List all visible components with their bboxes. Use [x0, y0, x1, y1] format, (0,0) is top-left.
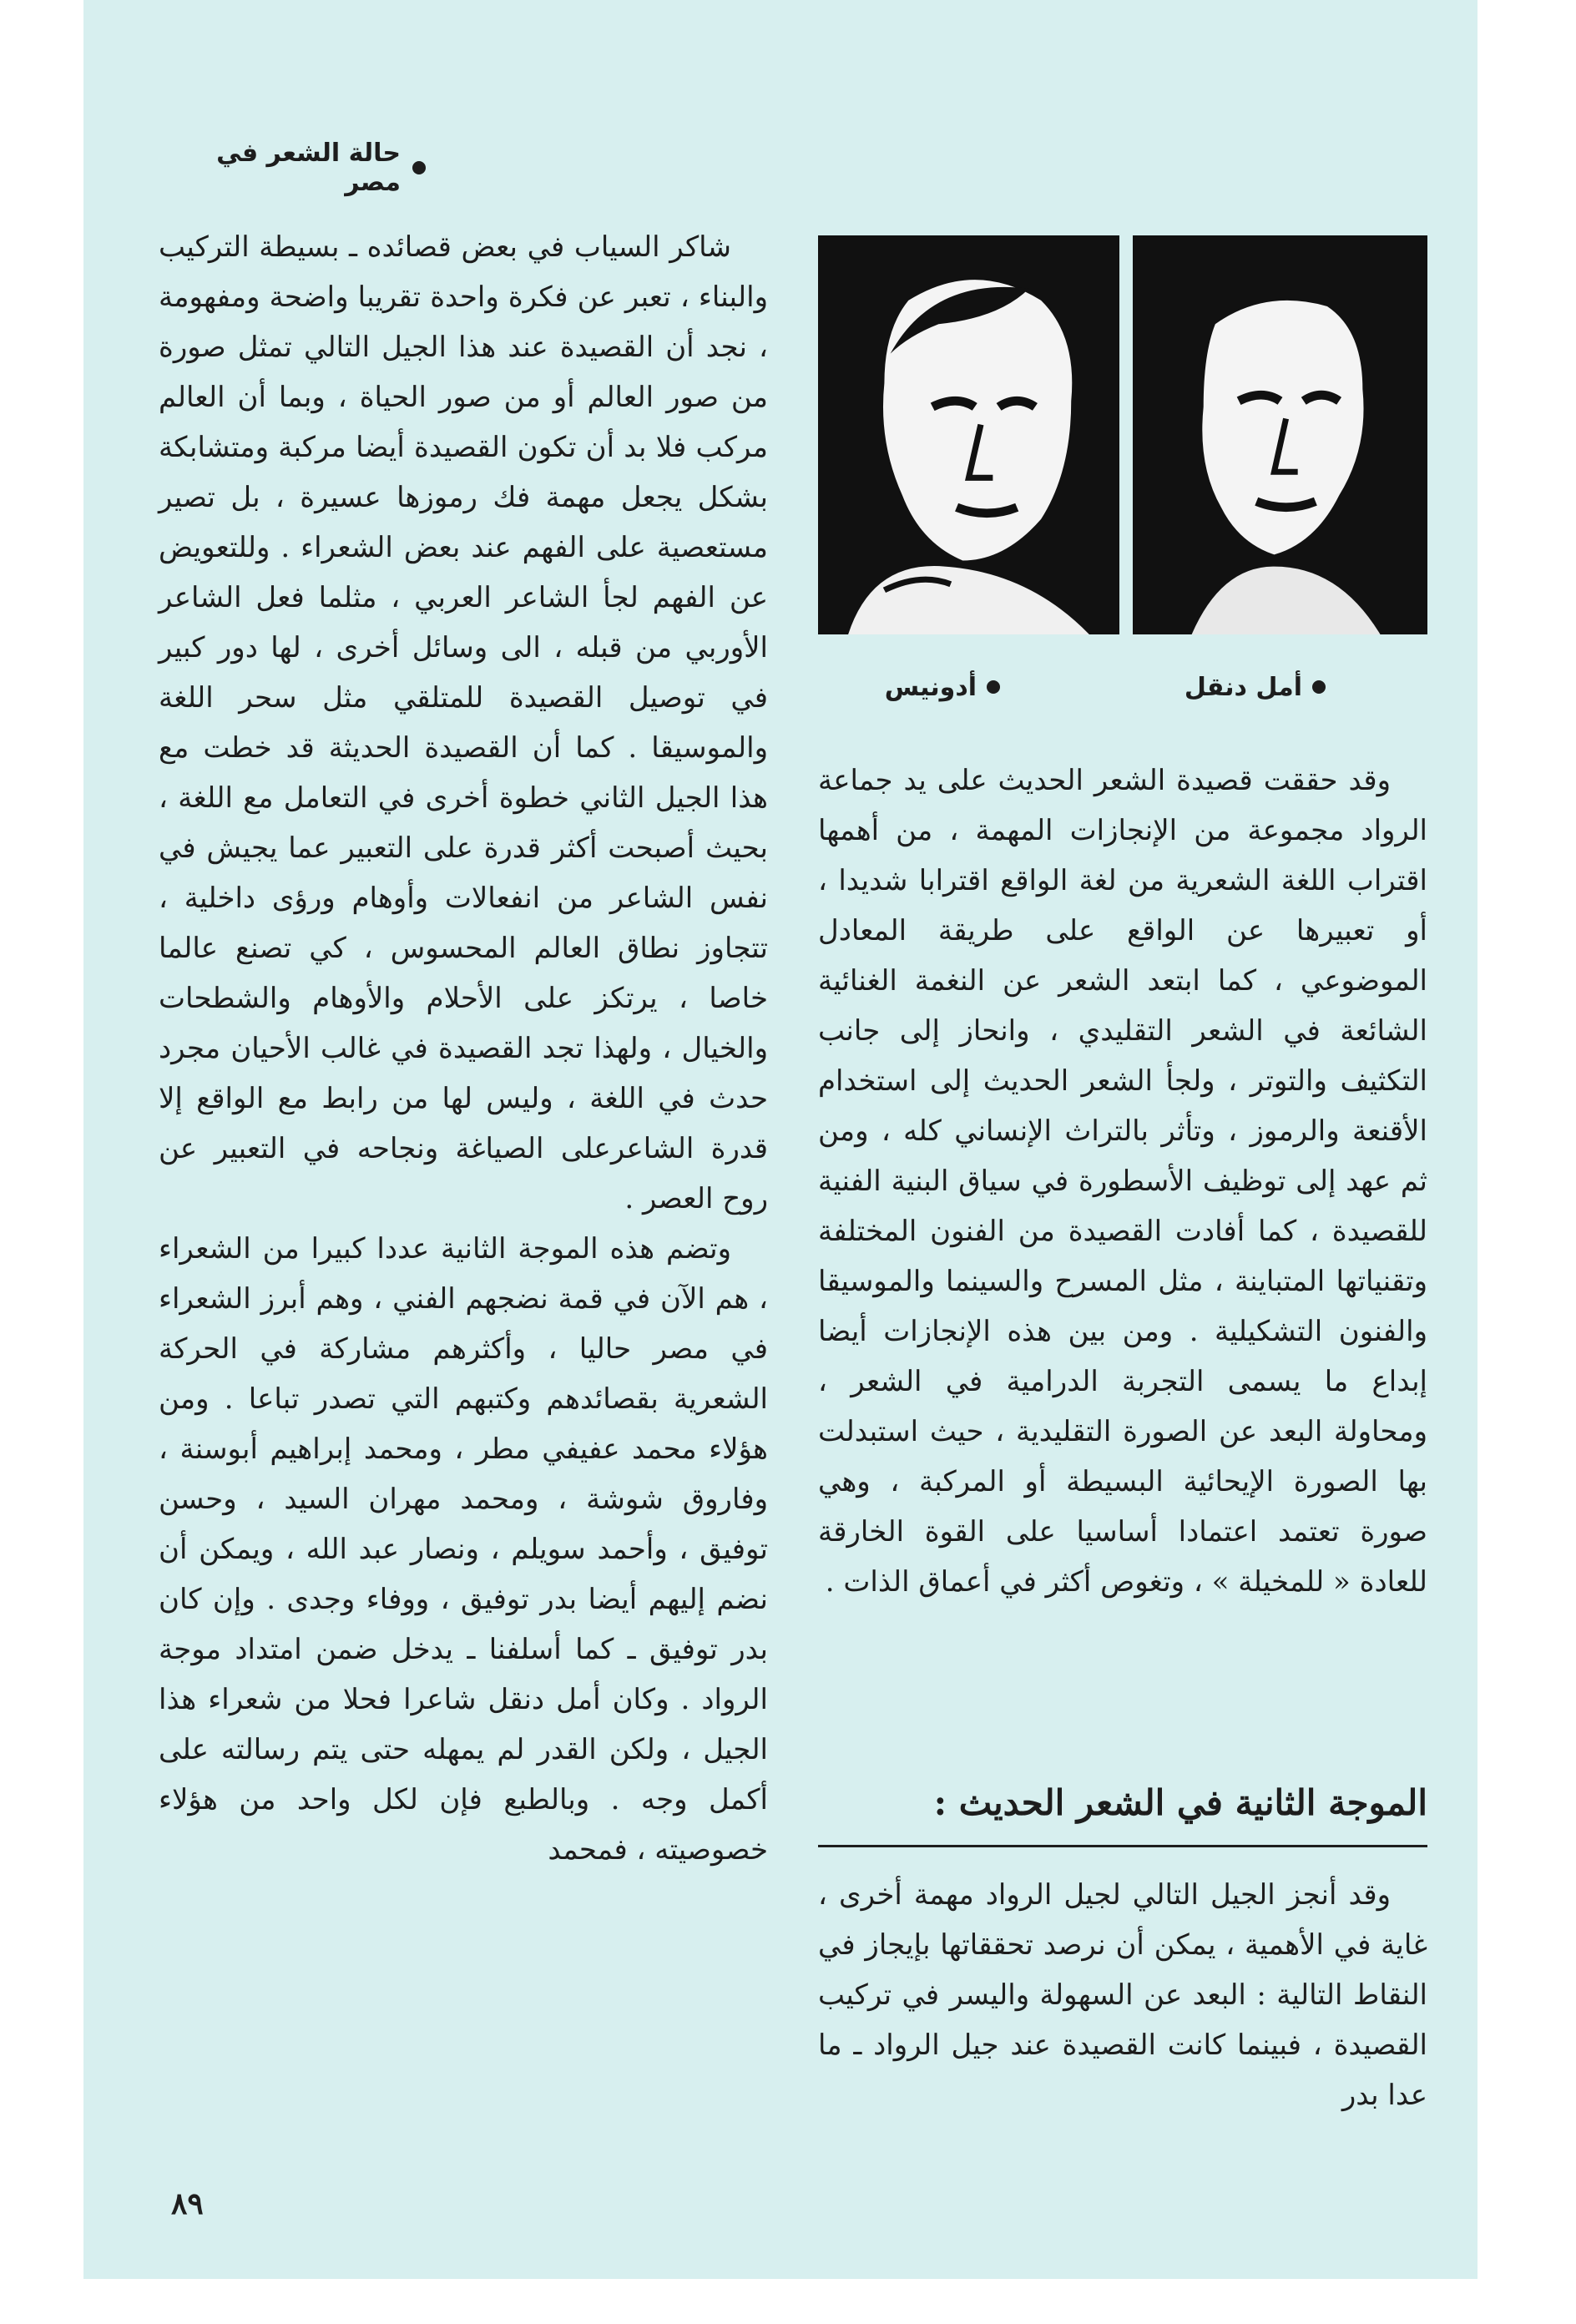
section-divider: [818, 1845, 1427, 1847]
body-paragraph: وتضم هذه الموجة الثانية عددا كبيرا من الشعراء ، هم الآن في قمة نضجهم الفني ، وهم أبرز الشعراء في مصر حاليا ، وأكثرهم مشاركة في الحركة الشعرية بقصائدهم وكتبهم التي تصدر تباعا . ومن هؤلاء محمد عفيفي مطر ، ومحمد إبراهيم أبوسنة ، وفاروق شوشة ، ومحمد مهران السيد ، وحسن توفيق ، وأحمد سويلم ، ونصار عبد الله ، ويمكن أن نضم إليهم أيضا بدر توفيق ، ووفاء وجدى . وإن كان بدر توفيق ـ كما أسلفنا ـ يدخل ضمن امتداد موجة الرواد . وكان أمل دنقل شاعرا فحلا من شعراء هذا الجيل ، ولكن القدر لم يمهله حتى يتم رسالته على أكمل وجه . وبالطبع فإن لكل واحد من هؤلاء خصوصيته ، فمحمد: [159, 1232, 768, 1867]
portrait-image: [1133, 235, 1427, 634]
page-number: ٨٩: [171, 2186, 204, 2221]
text-column-left: [159, 222, 768, 2167]
caption-text: أمل دنقل: [1184, 672, 1302, 702]
running-header: [175, 139, 426, 197]
body-paragraph: وقد حققت قصيدة الشعر الحديث على يد جماعة الرواد مجموعة من الإنجازات المهمة ، من أهمها اقتراب اللغة الشعرية من لغة الواقع اقترابا شديدا ، أو تعبيرها عن الواقع على طريقة المعادل الموضوعي ، كما ابتعد الشعر عن النغمة الغنائية الشائعة في الشعر التقليدي ، وانحاز إلى جانب التكثيف والتوتر ، ولجأ الشعر الحديث إلى استخدام الأقنعة والرموز ، وتأثر بالتراث الإنساني كله ، ومن ثم عهد إلى توظيف الأسطورة في سياق البنية الفنية للقصيدة ، كما أفادت القصيدة من الفنون المختلفة وتقنياتها المتباينة ، مثل المسرح والسينما والموسيقا والفنون التشكيلية . ومن بين هذه الإنجازات أيضا إبداع ما يسمى التجربة الدرامية في الشعر ، ومحاولة البعد عن الصورة التقليدية ، حيث استبدلت بها الصورة الإيحائية البسيطة أو المركبة ، وهي صورة تعتمد اعتمادا أساسيا على القوة الخارقة للعادة « للمخيلة » ، وتغوص أكثر في أعماق الذات .: [818, 764, 1427, 1599]
section-heading: الموجة الثانية في الشعر الحديث :: [933, 1782, 1427, 1823]
bullet-icon: [412, 161, 426, 174]
body-paragraph: وقد أنجز الجيل التالي لجيل الرواد مهمة أخرى ، غاية في الأهمية ، يمكن أن نرصد تحققاتها بإيجاز في النقاط التالية : البعد عن السهولة واليسر في تركيب القصيدة ، فبينما كانت القصيدة عند جيل الرواد ـ ما عدا بدر: [818, 1878, 1427, 2112]
running-title: حالة الشعر في مصر: [216, 139, 401, 197]
photo-caption-left: [885, 668, 1000, 706]
portrait-photo-adonis: [818, 235, 1119, 634]
portrait-photo-amal-dunqul: [1133, 235, 1427, 634]
bullet-icon: [987, 680, 1000, 694]
caption-text: أدونيس: [884, 672, 977, 702]
photo-caption-right: [1185, 668, 1326, 706]
body-paragraph: شاكر السياب في بعض قصائده ـ بسيطة التركيب والبناء ، تعبر عن فكرة واحدة تقريبا واضحة ومفهومة ، نجد أن القصيدة عند هذا الجيل التالي تمثل صورة من صور العالم أو من صور الحياة ، وبما أن العالم مركب فلا بد أن تكون القصيدة أيضا مركبة ومتشابكة بشكل يجعل مهمة فك رموزها عسيرة ، بل تصير مستعصية على الفهم عند بعض الشعراء . وللتعويض عن الفهم لجأ الشاعر العربي ، مثلما فعل الشاعر الأوربي من قبله ، الى وسائل أخرى ، لها دور كبير في توصيل القصيدة للمتلقي مثل سحر اللغة والموسيقا . كما أن القصيدة الحديثة قد خطت مع هذا الجيل الثاني خطوة أخرى في التعامل مع اللغة ، بحيث أصبحت أكثر قدرة على التعبير عما يجيش في نفس الشاعر من انفعالات وأوهام ورؤى داخلية ، تتجاوز نطاق العالم المحسوس ، كي تصنع عالما خاصا ، يرتكز على الأحلام والأوهام والشطحات والخيال ، ولهذا تجد القصيدة في غالب الأحيان مجرد حدث في اللغة ، وليس لها من رابط مع الواقع إلا قدرة الشاعرعلى الصياغة ونجاحه في التعبير عن روح العصر .: [159, 230, 768, 1215]
portrait-image: [818, 235, 1119, 634]
bullet-icon: [1312, 680, 1326, 694]
section-body: [818, 1870, 1427, 2137]
